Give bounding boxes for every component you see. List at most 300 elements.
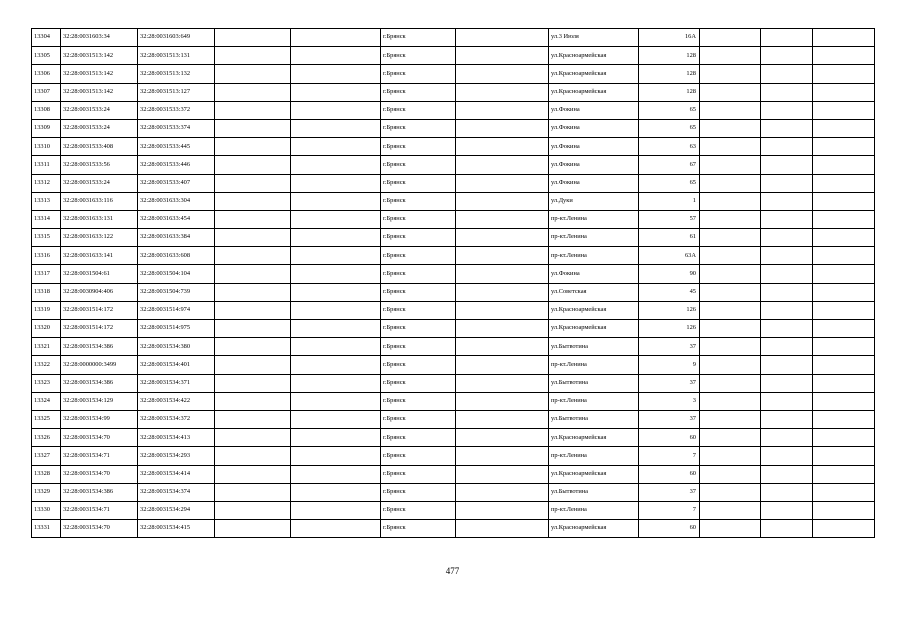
cell-empty [215,447,291,465]
cell-empty [813,301,875,319]
cell-empty [700,192,761,210]
cell-cadastral-number-1: 32:28:0031633:131 [61,210,138,228]
cell-empty [456,501,549,519]
cell-empty [813,65,875,83]
cell-empty [761,47,813,65]
cell-empty [700,29,761,47]
cell-row-number: 13329 [32,483,61,501]
cell-empty [291,410,381,428]
cell-empty [761,356,813,374]
cell-empty [700,247,761,265]
cell-cadastral-number-1: 32:28:0030904:406 [61,283,138,301]
table-row [32,465,875,483]
cell-empty [761,83,813,101]
table-row [32,229,875,247]
cell-empty [813,410,875,428]
cell-city: г.Брянск [381,265,456,283]
cell-row-number: 13318 [32,283,61,301]
cell-empty [761,465,813,483]
cell-empty [291,119,381,137]
cell-cadastral-number-1: 32:28:0031514:172 [61,320,138,338]
cell-cadastral-number-1: 32:28:0031534:386 [61,374,138,392]
cell-empty [215,374,291,392]
cell-empty [700,392,761,410]
cell-cadastral-number-2: 32:28:0031504:739 [138,283,215,301]
cell-cadastral-number-2: 32:28:0031513:127 [138,83,215,101]
table-row [32,247,875,265]
cell-city: г.Брянск [381,520,456,538]
cell-street: ул.Красноармейская [549,429,639,447]
cell-empty [215,520,291,538]
cell-empty [761,283,813,301]
cell-cadastral-number-2: 32:28:0031534:401 [138,356,215,374]
cell-empty [215,229,291,247]
cell-empty [215,65,291,83]
cell-empty [700,265,761,283]
cell-city: г.Брянск [381,501,456,519]
cell-city: г.Брянск [381,483,456,501]
table-row [32,283,875,301]
table-row [32,320,875,338]
cell-empty [700,83,761,101]
table-row [32,174,875,192]
cell-empty [456,47,549,65]
cell-street: ул.Фокина [549,265,639,283]
table-row [32,47,875,65]
cell-row-number: 13322 [32,356,61,374]
cell-empty [813,156,875,174]
cell-empty [291,47,381,65]
cell-row-number: 13325 [32,410,61,428]
cell-house-number: 1 [639,192,700,210]
cell-cadastral-number-2: 32:28:0031533:372 [138,101,215,119]
cell-cadastral-number-2: 32:28:0031534:374 [138,483,215,501]
cell-city: г.Брянск [381,338,456,356]
cell-empty [291,520,381,538]
cell-empty [215,410,291,428]
cell-house-number: 60 [639,429,700,447]
cell-cadastral-number-2: 32:28:0031513:131 [138,47,215,65]
cell-empty [291,247,381,265]
cell-cadastral-number-2: 32:28:0031534:422 [138,392,215,410]
cell-row-number: 13328 [32,465,61,483]
cell-row-number: 13330 [32,501,61,519]
table-row [32,83,875,101]
cell-house-number: 61 [639,229,700,247]
table-row [32,156,875,174]
cell-empty [291,465,381,483]
table-row [32,483,875,501]
cell-street: ул.Красноармейская [549,65,639,83]
cell-empty [456,429,549,447]
cell-house-number: 128 [639,83,700,101]
cell-empty [456,138,549,156]
cell-row-number: 13324 [32,392,61,410]
cell-empty [215,501,291,519]
cell-empty [291,283,381,301]
cell-house-number: 9 [639,356,700,374]
cell-street: ул.Дуки [549,192,639,210]
cell-empty [761,301,813,319]
cell-empty [456,483,549,501]
cell-empty [761,247,813,265]
cell-empty [761,138,813,156]
cell-street: пр-кт.Ленина [549,501,639,519]
cell-empty [456,447,549,465]
cell-empty [813,501,875,519]
cell-empty [291,174,381,192]
cell-street: пр-кт.Ленина [549,229,639,247]
cell-empty [456,392,549,410]
cell-row-number: 13315 [32,229,61,247]
cell-empty [761,65,813,83]
cell-empty [700,374,761,392]
cell-street: ул.Фокина [549,101,639,119]
cell-empty [761,483,813,501]
cell-cadastral-number-2: 32:28:0031504:104 [138,265,215,283]
cell-empty [700,283,761,301]
cell-empty [813,374,875,392]
cell-empty [215,156,291,174]
cell-street: ул.Красноармейская [549,47,639,65]
cell-cadastral-number-2: 32:28:0031633:384 [138,229,215,247]
cell-empty [761,156,813,174]
cell-street: ул.Красноармейская [549,520,639,538]
cell-empty [456,229,549,247]
cell-empty [761,338,813,356]
cell-city: г.Брянск [381,465,456,483]
cell-empty [761,410,813,428]
cell-cadastral-number-2: 32:28:0031514:974 [138,301,215,319]
cell-empty [813,392,875,410]
cell-city: г.Брянск [381,83,456,101]
table-row [32,429,875,447]
cell-cadastral-number-1: 32:28:0031533:24 [61,174,138,192]
cell-empty [215,392,291,410]
cell-cadastral-number-1: 32:28:0031504:61 [61,265,138,283]
cell-street: ул.Бытвотина [549,338,639,356]
cell-house-number: 7 [639,501,700,519]
cell-house-number: 65 [639,119,700,137]
cell-house-number: 7 [639,447,700,465]
cell-street: пр-кт.Ленина [549,392,639,410]
table-row [32,192,875,210]
cell-city: г.Брянск [381,65,456,83]
cell-empty [700,410,761,428]
cell-empty [813,83,875,101]
cell-empty [813,210,875,228]
cell-empty [813,465,875,483]
cell-empty [813,192,875,210]
cell-cadastral-number-2: 32:28:0031603:649 [138,29,215,47]
cell-empty [291,210,381,228]
cell-street: ул.Фокина [549,156,639,174]
cell-empty [456,83,549,101]
cell-empty [456,174,549,192]
cell-empty [215,210,291,228]
cell-city: г.Брянск [381,447,456,465]
cell-empty [761,29,813,47]
cell-row-number: 13308 [32,101,61,119]
cell-empty [700,119,761,137]
cell-street: ул.Фокина [549,174,639,192]
cell-house-number: 16А [639,29,700,47]
table-row [32,374,875,392]
table-row [32,65,875,83]
cell-city: г.Брянск [381,174,456,192]
cell-empty [456,410,549,428]
cell-empty [813,483,875,501]
cell-house-number: 3 [639,392,700,410]
cell-empty [456,356,549,374]
cell-city: г.Брянск [381,410,456,428]
cell-empty [215,174,291,192]
cell-empty [456,265,549,283]
cell-cadastral-number-2: 32:28:0031534:414 [138,465,215,483]
cell-empty [761,447,813,465]
table-row [32,101,875,119]
cell-empty [700,520,761,538]
cell-city: г.Брянск [381,101,456,119]
cell-empty [215,192,291,210]
cell-empty [456,101,549,119]
cell-empty [700,47,761,65]
cell-city: г.Брянск [381,210,456,228]
cell-row-number: 13309 [32,119,61,137]
cell-empty [700,65,761,83]
cell-empty [291,338,381,356]
cell-cadastral-number-1: 32:28:0031533:408 [61,138,138,156]
cell-empty [291,138,381,156]
cell-cadastral-number-1: 32:28:0031533:56 [61,156,138,174]
cell-cadastral-number-1: 32:28:0031513:142 [61,83,138,101]
cell-row-number: 13316 [32,247,61,265]
cell-cadastral-number-1: 32:28:0031534:129 [61,392,138,410]
cell-cadastral-number-1: 32:28:0031534:70 [61,465,138,483]
cell-cadastral-number-1: 32:28:0000000:3499 [61,356,138,374]
cell-empty [761,320,813,338]
cell-city: г.Брянск [381,247,456,265]
cell-cadastral-number-2: 32:28:0031534:293 [138,447,215,465]
cell-street: ул.Бытвотина [549,410,639,428]
cell-empty [700,465,761,483]
cell-empty [291,65,381,83]
cell-cadastral-number-1: 32:28:0031534:386 [61,338,138,356]
cell-house-number: 128 [639,47,700,65]
cell-empty [813,101,875,119]
cell-empty [700,138,761,156]
cell-empty [813,429,875,447]
cell-empty [813,447,875,465]
cell-house-number: 67 [639,156,700,174]
cell-cadastral-number-1: 32:28:0031534:71 [61,501,138,519]
cell-street: пр-кт.Ленина [549,247,639,265]
cell-city: г.Брянск [381,192,456,210]
cell-cadastral-number-1: 32:28:0031633:116 [61,192,138,210]
cell-empty [215,29,291,47]
cell-house-number: 128 [639,65,700,83]
table-row [32,520,875,538]
cell-empty [456,210,549,228]
cell-empty [813,320,875,338]
cell-cadastral-number-1: 32:28:0031534:71 [61,447,138,465]
cell-empty [291,101,381,119]
cell-city: г.Брянск [381,374,456,392]
cell-empty [215,119,291,137]
cell-empty [761,520,813,538]
cell-empty [215,265,291,283]
cell-row-number: 13331 [32,520,61,538]
cell-empty [700,447,761,465]
cell-empty [700,210,761,228]
cell-empty [700,156,761,174]
cell-cadastral-number-1: 32:28:0031534:99 [61,410,138,428]
cell-empty [215,356,291,374]
cell-street: ул.Красноармейская [549,301,639,319]
cell-cadastral-number-2: 32:28:0031514:975 [138,320,215,338]
cell-empty [813,174,875,192]
cell-empty [813,247,875,265]
cell-empty [700,483,761,501]
table-row [32,301,875,319]
cell-city: г.Брянск [381,320,456,338]
cell-empty [456,65,549,83]
cell-empty [700,501,761,519]
cell-house-number: 63А [639,247,700,265]
cell-street: ул.Бытвотина [549,483,639,501]
cell-street: пр-кт.Ленина [549,356,639,374]
cell-street: ул.Фокина [549,119,639,137]
cell-street: ул.Бытвотина [549,374,639,392]
cell-city: г.Брянск [381,119,456,137]
table-row [32,392,875,410]
cell-row-number: 13304 [32,29,61,47]
cell-cadastral-number-2: 32:28:0031534:294 [138,501,215,519]
cell-row-number: 13323 [32,374,61,392]
table-row [32,265,875,283]
cell-cadastral-number-1: 32:28:0031534:70 [61,520,138,538]
cell-empty [456,247,549,265]
cell-house-number: 57 [639,210,700,228]
cell-empty [700,301,761,319]
cell-city: г.Брянск [381,156,456,174]
cell-cadastral-number-2: 32:28:0031534:372 [138,410,215,428]
cell-row-number: 13307 [32,83,61,101]
cell-empty [761,174,813,192]
cell-empty [291,192,381,210]
cell-empty [813,356,875,374]
cell-empty [215,465,291,483]
cell-house-number: 90 [639,265,700,283]
cell-empty [456,320,549,338]
cell-city: г.Брянск [381,29,456,47]
cell-city: г.Брянск [381,429,456,447]
cell-empty [813,119,875,137]
cell-house-number: 65 [639,174,700,192]
cell-empty [700,174,761,192]
cell-empty [813,29,875,47]
table-row [32,410,875,428]
cell-street: ул.3 Июля [549,29,639,47]
page-number: 477 [445,566,460,576]
cell-empty [700,338,761,356]
cell-street: пр-кт.Ленина [549,447,639,465]
table-row [32,138,875,156]
table-row [32,356,875,374]
table-row [32,29,875,47]
registry-table [31,28,875,538]
table-body [32,29,875,538]
cell-empty [761,429,813,447]
cell-empty [291,356,381,374]
cell-empty [215,247,291,265]
cell-empty [456,29,549,47]
cell-row-number: 13305 [32,47,61,65]
cell-house-number: 45 [639,283,700,301]
cell-empty [456,156,549,174]
cell-empty [291,374,381,392]
cell-cadastral-number-1: 32:28:0031533:24 [61,119,138,137]
cell-street: ул.Красноармейская [549,320,639,338]
cell-house-number: 60 [639,520,700,538]
cell-empty [291,392,381,410]
cell-empty [291,301,381,319]
cell-row-number: 13313 [32,192,61,210]
cell-street: ул.Красноармейская [549,465,639,483]
cell-city: г.Брянск [381,283,456,301]
cell-cadastral-number-2: 32:28:0031533:445 [138,138,215,156]
cell-empty [291,501,381,519]
cell-house-number: 37 [639,483,700,501]
cell-city: г.Брянск [381,301,456,319]
cell-row-number: 13311 [32,156,61,174]
cell-row-number: 13312 [32,174,61,192]
cell-cadastral-number-1: 32:28:0031513:142 [61,65,138,83]
cell-empty [456,374,549,392]
cell-cadastral-number-2: 32:28:0031533:446 [138,156,215,174]
cell-street: ул.Фокина [549,138,639,156]
cell-empty [700,229,761,247]
cell-empty [215,283,291,301]
cell-empty [215,83,291,101]
cell-empty [813,283,875,301]
cell-empty [761,192,813,210]
cell-empty [761,229,813,247]
cell-row-number: 13319 [32,301,61,319]
cell-empty [813,229,875,247]
cell-cadastral-number-2: 32:28:0031513:132 [138,65,215,83]
cell-city: г.Брянск [381,229,456,247]
cell-city: г.Брянск [381,392,456,410]
cell-house-number: 126 [639,320,700,338]
cell-row-number: 13321 [32,338,61,356]
cell-empty [456,465,549,483]
cell-city: г.Брянск [381,47,456,65]
cell-empty [761,374,813,392]
cell-city: г.Брянск [381,356,456,374]
cell-empty [291,483,381,501]
cell-house-number: 37 [639,338,700,356]
cell-city: г.Брянск [381,138,456,156]
cell-row-number: 13314 [32,210,61,228]
cell-street: ул.Красноармейская [549,83,639,101]
cell-house-number: 63 [639,138,700,156]
cell-empty [291,429,381,447]
cell-empty [291,29,381,47]
cell-cadastral-number-2: 32:28:0031633:304 [138,192,215,210]
cell-empty [456,119,549,137]
cell-empty [456,192,549,210]
